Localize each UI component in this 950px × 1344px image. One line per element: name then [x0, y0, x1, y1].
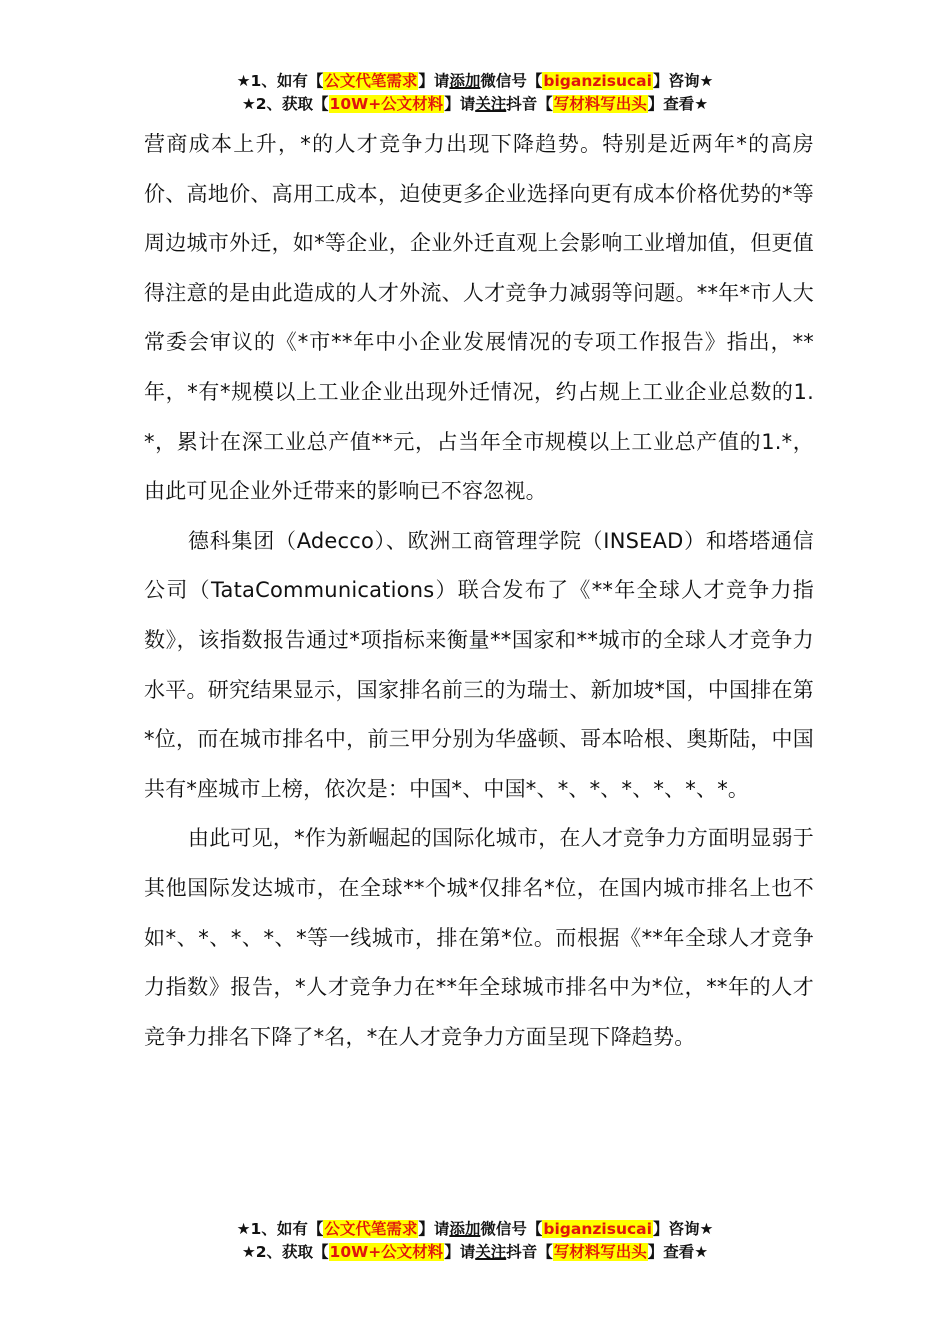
banner-text: 】咨询★ — [652, 72, 714, 90]
banner-text: ★1、如有【 — [236, 1220, 324, 1238]
banner-text: 微信号【 — [480, 1220, 543, 1238]
banner-highlight-service: 公文代笔需求 — [324, 1220, 418, 1238]
body-paragraph-1: 营商成本上升，*的人才竞争力出现下降趋势。特别是近两年*的高房价、高地价、高用工成本，迫使更多企业选择向更有成本价格优势的*等周边城市外迁，如*等企业，企业外迁直观上会影响工业增加值，但更值得注意的是由此造成的人才外流、人才竞争力减弱等问题。**年*市人大常委会审议的《*市**年中小企业发展情况的专项工作报告》指出，**年，*有*规模以上工业企业出现外迁情况，约占规上工业企业总数的1.*，累计在深工业总产值**元，占当年全市规模以上工业总产值的1.*，由此可见企业外迁带来的影响已不容忽视。 — [144, 132, 814, 504]
banner-text: 微信号【 — [480, 72, 543, 90]
banner-underline-add: 添加 — [449, 72, 481, 90]
banner-highlight-wechat-id: biganzisucai — [543, 1220, 652, 1238]
banner-text: 】请 — [418, 72, 450, 90]
banner-highlight-materials: 10W+公文材料 — [329, 1243, 444, 1261]
banner-text: 】请 — [418, 1220, 450, 1238]
banner-line-2 — [0, 93, 950, 116]
banner-text: 抖音【 — [506, 1243, 553, 1261]
banner-underline-follow: 关注 — [475, 95, 507, 113]
banner-line-1 — [0, 1218, 950, 1241]
banner-highlight-materials: 10W+公文材料 — [329, 95, 444, 113]
banner-line-2 — [0, 1241, 950, 1264]
banner-underline-add: 添加 — [449, 1220, 481, 1238]
body-paragraph-3: 由此可见，*作为新崛起的国际化城市，在人才竞争力方面明显弱于其他国际发达城市，在全球**个城*仅排名*位，在国内城市排名上也不如*、*、*、*、*等一线城市，排在第*位。而根据《**年全球人才竞争力指数》报告，*人才竞争力在**年全球城市排名中为*位，**年的人才竞争力排名下降了*名，*在人才竞争力方面呈现下降趋势。 — [144, 826, 814, 1049]
banner-text: 】查看★ — [647, 95, 709, 113]
banner-text: 】请 — [444, 1243, 476, 1261]
banner-line-1 — [0, 70, 950, 93]
footer-banner — [0, 1218, 950, 1264]
body-paragraph-2: 德科集团（Adecco）、欧洲工商管理学院（INSEAD）和塔塔通信公司（TataCommunications）联合发布了《**年全球人才竞争力指数》，该指数报告通过*项指标来衡量**国家和**城市的全球人才竞争力水平。研究结果显示，国家排名前三的为瑞士、新加坡*国，中国排在第*位，而在城市排名中，前三甲分别为华盛顿、哥本哈根、奥斯陆，中国共有*座城市上榜，依次是：中国*、中国*、*、*、*、*、*、*。 — [144, 528, 814, 801]
document-body — [144, 120, 814, 1062]
header-banner — [0, 70, 950, 116]
banner-text: 抖音【 — [506, 95, 553, 113]
banner-underline-follow: 关注 — [475, 1243, 507, 1261]
banner-highlight-service: 公文代笔需求 — [324, 72, 418, 90]
banner-text: 】请 — [444, 95, 476, 113]
banner-text: ★1、如有【 — [236, 72, 324, 90]
banner-text: 】查看★ — [647, 1243, 709, 1261]
banner-highlight-douyin-name: 写材料写出头 — [553, 95, 647, 113]
banner-text: 】咨询★ — [652, 1220, 714, 1238]
banner-highlight-douyin-name: 写材料写出头 — [553, 1243, 647, 1261]
banner-text: ★2、获取【 — [241, 95, 329, 113]
banner-text: ★2、获取【 — [241, 1243, 329, 1261]
banner-highlight-wechat-id: biganzisucai — [543, 72, 652, 90]
